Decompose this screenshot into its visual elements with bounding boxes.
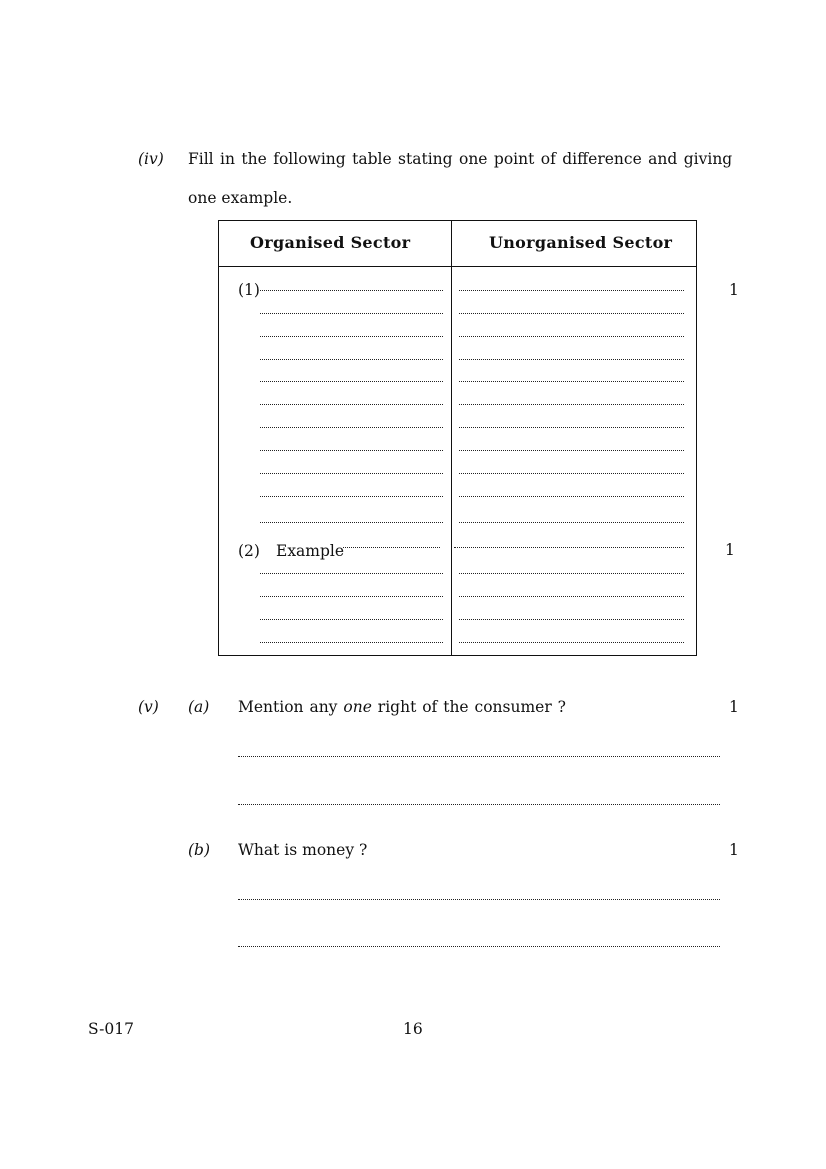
row1-marks: 1 xyxy=(729,281,739,299)
answer-line-left-4[interactable] xyxy=(260,359,443,360)
part-a-answer-line-2[interactable] xyxy=(238,804,720,805)
answer-line-right-example[interactable] xyxy=(454,547,684,548)
header-unorganised-sector: Unorganised Sector xyxy=(489,233,673,252)
answer-line-left-13[interactable] xyxy=(260,596,443,597)
answer-line-right-4[interactable] xyxy=(459,359,684,360)
answer-line-left-3[interactable] xyxy=(260,336,443,337)
answer-line-right-2[interactable] xyxy=(459,313,684,314)
row2-example-label: Example xyxy=(276,542,345,560)
answer-line-right-10[interactable] xyxy=(459,496,684,497)
answer-line-right-13[interactable] xyxy=(459,596,684,597)
answer-line-right-12[interactable] xyxy=(459,573,684,574)
answer-line-right-5[interactable] xyxy=(459,381,684,382)
answer-line-left-2[interactable] xyxy=(260,313,443,314)
answer-line-left-7[interactable] xyxy=(260,427,443,428)
question-iv-text-line2: one example. xyxy=(188,189,293,207)
part-a-marks: 1 xyxy=(729,698,739,716)
paper-code: S-017 xyxy=(88,1020,135,1038)
answer-line-left-11[interactable] xyxy=(260,522,443,523)
row2-label: (2) xyxy=(238,542,260,560)
answer-line-right-6[interactable] xyxy=(459,404,684,405)
part-a-question: Mention any one right of the consumer ? xyxy=(238,698,566,716)
page-number: 16 xyxy=(403,1020,423,1038)
question-iv-number: (iv) xyxy=(138,150,164,168)
part-a-label: (a) xyxy=(188,698,210,716)
answer-line-right-8[interactable] xyxy=(459,450,684,451)
answer-line-right-14[interactable] xyxy=(459,619,684,620)
difference-table xyxy=(218,220,697,656)
part-b-question: What is money ? xyxy=(238,841,368,859)
answer-line-left-12[interactable] xyxy=(260,573,443,574)
answer-line-left-10[interactable] xyxy=(260,496,443,497)
part-a-answer-line-1[interactable] xyxy=(238,756,720,757)
part-b-label: (b) xyxy=(188,841,211,859)
answer-line-right-1[interactable] xyxy=(459,290,684,291)
answer-line-right-9[interactable] xyxy=(459,473,684,474)
row2-marks: 1 xyxy=(725,541,735,559)
part-a-emphasis: one xyxy=(343,698,372,716)
answer-line-left-example[interactable] xyxy=(343,547,440,548)
question-v-number: (v) xyxy=(138,698,159,716)
answer-line-right-7[interactable] xyxy=(459,427,684,428)
part-b-answer-line-1[interactable] xyxy=(238,899,720,900)
answer-line-left-15[interactable] xyxy=(260,642,443,643)
answer-line-left-1[interactable] xyxy=(260,290,443,291)
part-b-marks: 1 xyxy=(729,841,739,859)
answer-line-left-6[interactable] xyxy=(260,404,443,405)
table-header-divider xyxy=(219,266,696,267)
question-iv-text-line1: Fill in the following table stating one point of difference and giving xyxy=(188,150,733,168)
row1-label: (1) xyxy=(238,281,260,299)
answer-line-left-14[interactable] xyxy=(260,619,443,620)
part-b-answer-line-2[interactable] xyxy=(238,946,720,947)
answer-line-right-15[interactable] xyxy=(459,642,684,643)
answer-line-right-3[interactable] xyxy=(459,336,684,337)
answer-line-left-5[interactable] xyxy=(260,381,443,382)
answer-line-left-9[interactable] xyxy=(260,473,443,474)
header-organised-sector: Organised Sector xyxy=(250,233,411,252)
table-column-divider xyxy=(451,221,452,655)
answer-line-right-11[interactable] xyxy=(459,522,684,523)
answer-line-left-8[interactable] xyxy=(260,450,443,451)
